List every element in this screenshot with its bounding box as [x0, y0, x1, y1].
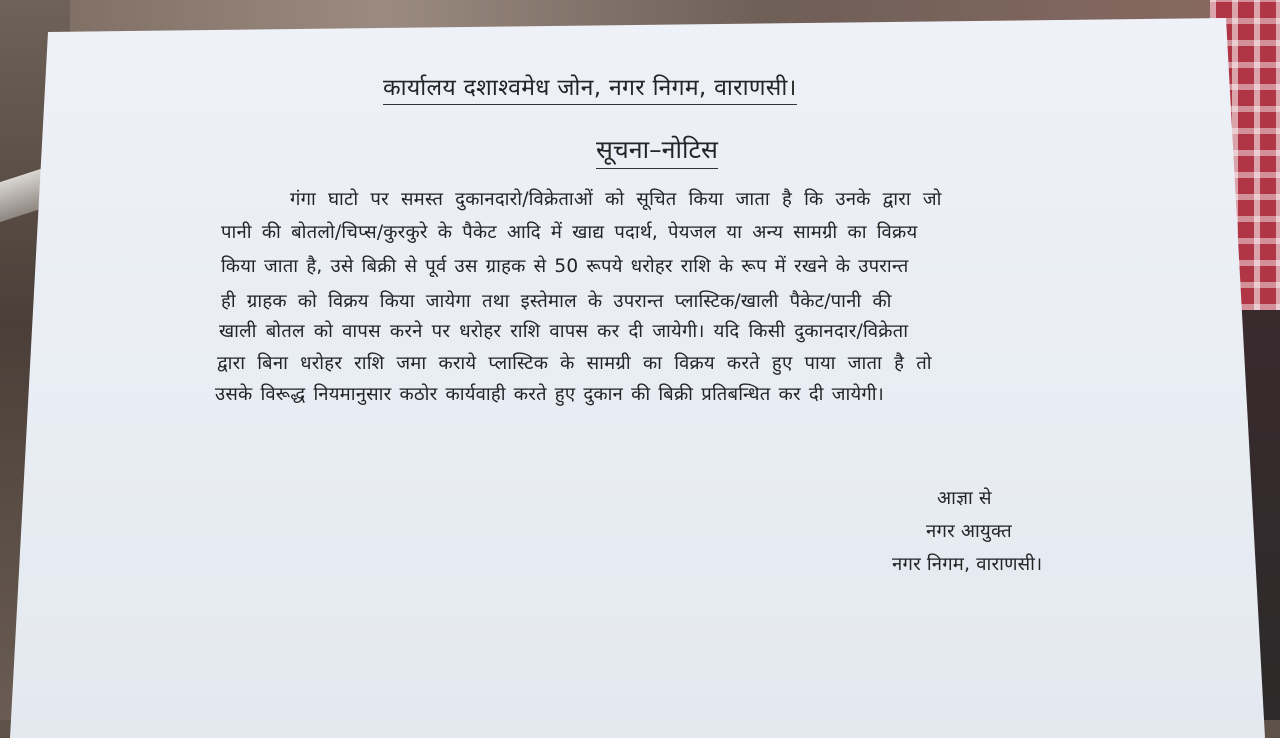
notice-paper [10, 18, 1265, 738]
signature-by-order: आज्ञा से [937, 488, 992, 509]
notice-body-line: किया जाता है, उसे बिक्री से पूर्व उस ग्राहक से 50 रूपये धरोहर राशि के रूप में रखने के उपरान्त [221, 256, 909, 277]
notice-title: सूचना–नोटिस [596, 132, 718, 169]
signature-designation: नगर आयुक्त [926, 521, 1012, 542]
notice-body-line: गंगा घाटो पर समस्त दुकानदारो/विक्रेताओं को सूचित किया जाता है कि उनके द्वारा जो [290, 189, 942, 210]
notice-body-line: पानी की बोतलो/चिप्स/कुरकुरे के पैकेट आदि में खाद्य पदार्थ, पेयजल या अन्य सामग्री का विक्रय [221, 222, 918, 243]
notice-body-line: द्वारा बिना धरोहर राशि जमा कराये प्लास्टिक के सामग्री का विक्रय करते हुए पाया जाता है तो [217, 353, 932, 374]
office-header: कार्यालय दशाश्वमेध जोन, नगर निगम, वाराणसी। [383, 70, 797, 105]
notice-body-line: उसके विरूद्ध नियमानुसार कठोर कार्यवाही करते हुए दुकान की बिक्री प्रतिबन्धित कर दी जायेगी। [215, 384, 884, 405]
signature-office: नगर निगम, वाराणसी। [892, 554, 1043, 575]
notice-body-line: खाली बोतल को वापस करने पर धरोहर राशि वापस कर दी जायेगी। यदि किसी दुकानदार/विक्रेता [219, 321, 909, 342]
notice-body-line: ही ग्राहक को विक्रय किया जायेगा तथा इस्तेमाल के उपरान्त प्लास्टिक/खाली पैकेट/पानी की [221, 291, 892, 312]
